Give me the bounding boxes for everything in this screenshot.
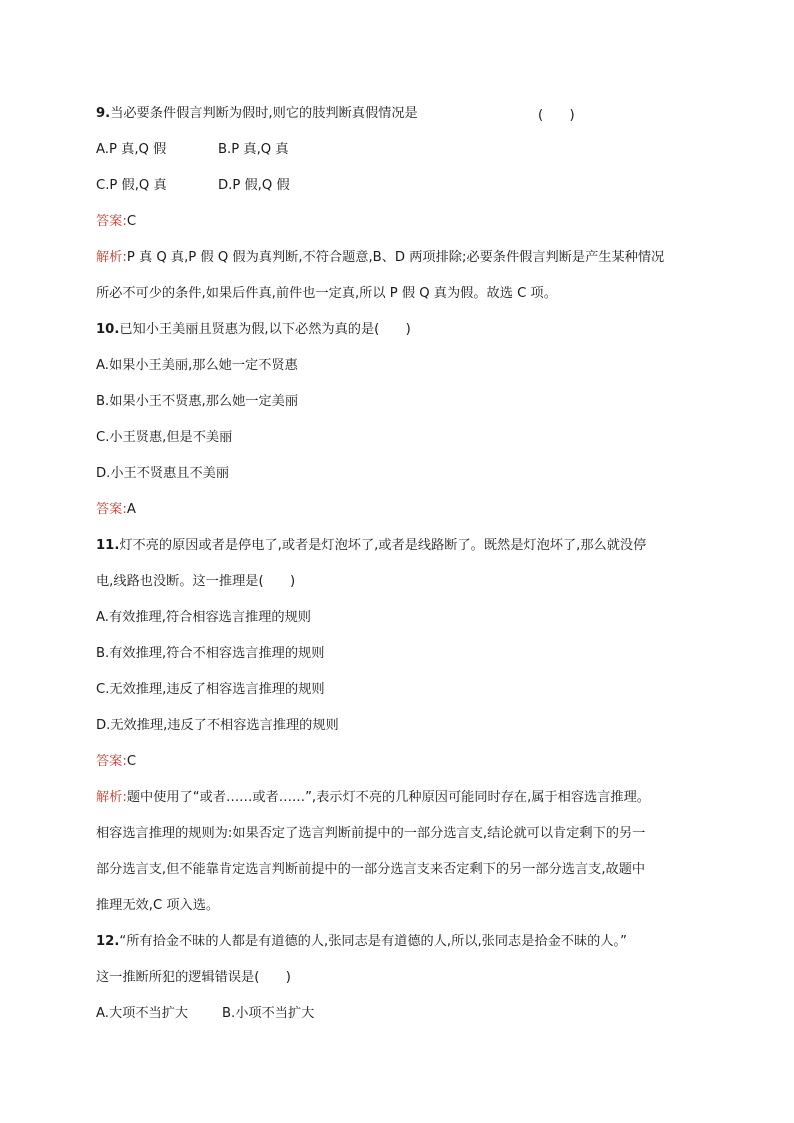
question-9-stem: [96, 104, 418, 124]
analysis-label: 解析:: [96, 790, 127, 805]
answer: [96, 752, 136, 772]
option-d: D.小王不贤惠且不美丽: [96, 466, 230, 481]
question-text-line: 这一推断所犯的逻辑错误是( ): [96, 970, 291, 985]
analysis-text: 题中使用了“或者……或者……”,表示灯不亮的几种原因可能同时存在,属于相容选言推理。: [126, 790, 650, 805]
question-text: “所有拾金不昧的人都是有道德的人,张同志是有道德的人,所以,张同志是拾金不昧的人。”: [119, 934, 627, 949]
question-text: 灯不亮的原因或者是停电了,或者是灯泡坏了,或者是线路断了。既然是灯泡坏了,那么就没停: [119, 538, 647, 553]
option-d: D.无效推理,违反了不相容选言推理的规则: [96, 718, 339, 733]
analysis-label: 解析:: [96, 250, 127, 265]
question-11-stem: [96, 536, 646, 556]
analysis-line: 推理无效,C 项入选。: [96, 898, 220, 913]
question-number: 11.: [96, 538, 120, 553]
option-a: A.大项不当扩大: [96, 1006, 189, 1021]
option-b: B.小项不当扩大: [222, 1006, 315, 1021]
answer-label: 答案:: [96, 214, 127, 229]
question-10-stem: [96, 320, 411, 340]
analysis-line: 所必不可少的条件,如果后件真,前件也一定真,所以 P 假 Q 真为假。故选 C 项。: [96, 286, 557, 301]
option-a: A.有效推理,符合相容选言推理的规则: [96, 610, 311, 625]
analysis-line: 相容选言推理的规则为:如果否定了选言判断前提中的一部分选言支,结论就可以肯定剩下的另一: [96, 826, 646, 841]
option-b: B.如果小王不贤惠,那么她一定美丽: [96, 394, 299, 409]
question-12-stem: [96, 932, 627, 952]
option-c: C.P 假,Q 真: [96, 178, 167, 193]
answer: [96, 212, 136, 232]
answer-value: C: [126, 754, 137, 769]
answer-paren: ( ): [538, 108, 575, 123]
answer: [96, 500, 136, 520]
option-c: C.无效推理,违反了相容选言推理的规则: [96, 682, 325, 697]
analysis-text: P 真 Q 真,P 假 Q 假为真判断,不符合题意,B、D 两项排除;必要条件假言判断是产生某种情况: [126, 250, 665, 265]
analysis-line: 部分选言支,但不能靠肯定选言判断前提中的一部分选言支来否定剩下的另一部分选言支,故题中: [96, 862, 646, 877]
question-number: 12.: [96, 934, 120, 949]
answer-value: C: [126, 214, 137, 229]
question-number: 9.: [96, 106, 111, 121]
analysis-line: [96, 248, 664, 268]
question-number: 10.: [96, 322, 120, 337]
option-b: B.P 真,Q 真: [218, 142, 289, 157]
answer-value: A: [126, 502, 136, 517]
answer-label: 答案:: [96, 754, 127, 769]
question-text: 已知小王美丽且贤惠为假,以下必然为真的是( ): [119, 322, 411, 337]
option-d: D.P 假,Q 假: [218, 178, 290, 193]
option-b: B.有效推理,符合不相容选言推理的规则: [96, 646, 325, 661]
question-text: 当必要条件假言判断为假时,则它的肢判断真假情况是: [110, 106, 418, 121]
question-text-line: 电,线路也没断。这一推理是( ): [96, 574, 296, 589]
option-a: A.如果小王美丽,那么她一定不贤惠: [96, 358, 298, 373]
option-c: C.小王贤惠,但是不美丽: [96, 430, 233, 445]
analysis-line: [96, 788, 650, 808]
answer-label: 答案:: [96, 502, 127, 517]
option-a: A.P 真,Q 假: [96, 142, 167, 157]
